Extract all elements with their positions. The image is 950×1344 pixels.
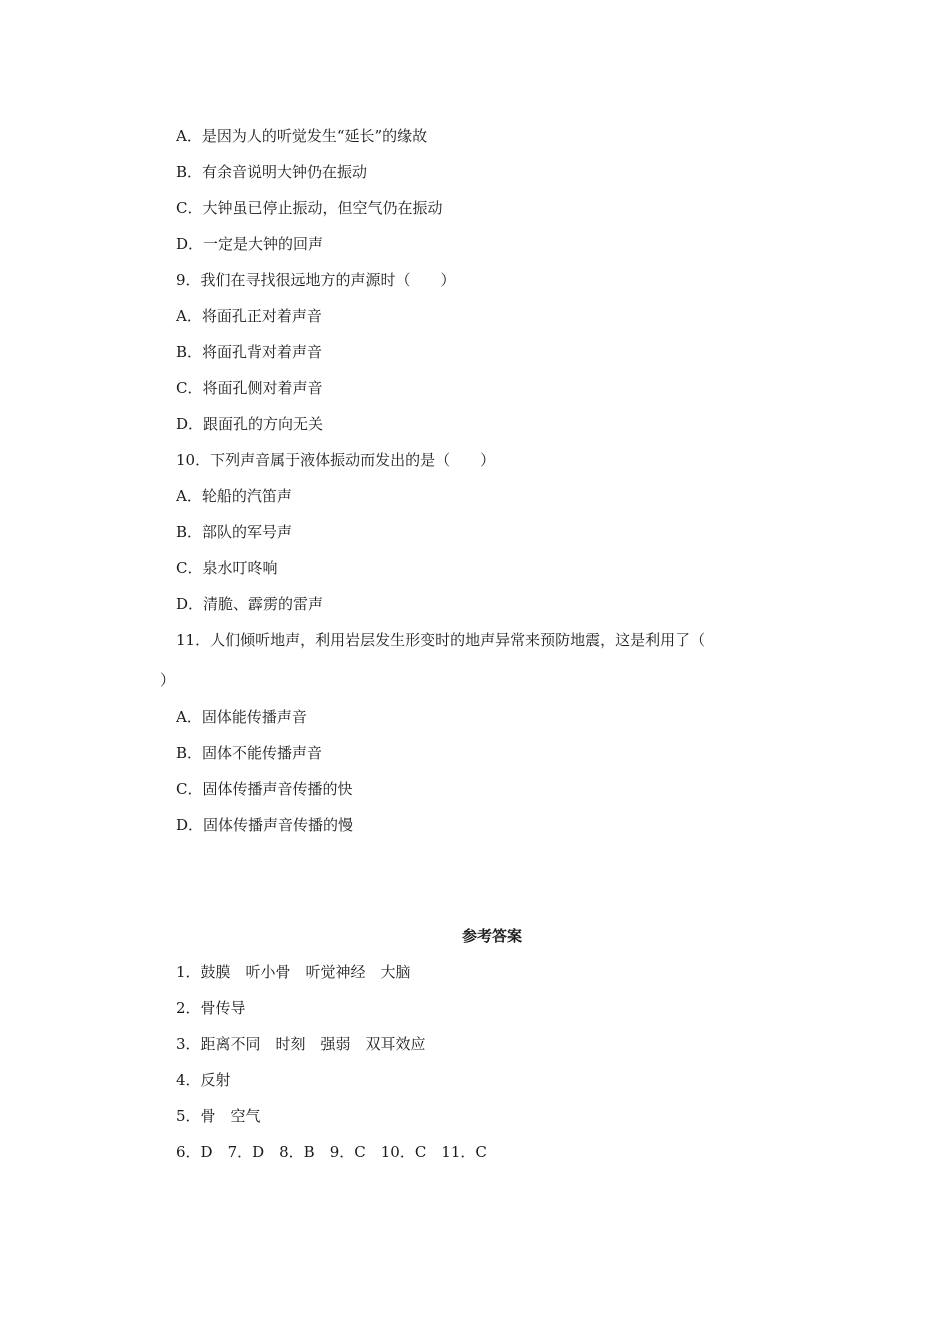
answer-item-1: 1．鼓膜 听小骨 听觉神经 大脑 <box>176 963 411 981</box>
answer-item-2: 2．骨传导 <box>176 999 246 1017</box>
q9-stem: 9．我们在寻找很远地方的声源时（ ） <box>176 271 456 289</box>
q11-option-d: D．固体传播声音传播的慢 <box>176 816 354 834</box>
q10-option-a: A．轮船的汽笛声 <box>176 487 292 505</box>
q11-option-a: A．固体能传播声音 <box>176 708 307 726</box>
q11-option-b: B．固体不能传播声音 <box>176 744 323 762</box>
answer-item-6: 6．D 7．D 8．B 9．C 10．C 11．C <box>176 1143 487 1161</box>
q8-option-c: C．大钟虽已停止振动，但空气仍在振动 <box>176 199 443 217</box>
q10-stem: 10．下列声音属于液体振动而发出的是（ ） <box>176 451 496 469</box>
q10-option-c: C．泉水叮咚响 <box>176 559 278 577</box>
answer-item-3: 3．距离不同 时刻 强弱 双耳效应 <box>176 1035 426 1053</box>
q8-option-b: B．有余音说明大钟仍在振动 <box>176 163 368 181</box>
q11-stem-line1: 11．人们倾听地声，利用岩层发生形变时的地声异常来预防地震，这是利用了（ <box>176 631 706 649</box>
q9-option-d: D．跟面孔的方向无关 <box>176 415 324 433</box>
q11-stem-line2: ） <box>160 671 176 689</box>
q8-option-a: A．是因为人的听觉发生“延长”的缘故 <box>176 127 428 145</box>
q10-option-d: D．清脆、霹雳的雷声 <box>176 595 324 613</box>
q8-option-d: D．一定是大钟的回声 <box>176 235 324 253</box>
q9-option-a: A．将面孔正对着声音 <box>176 307 322 325</box>
answer-item-4: 4．反射 <box>176 1071 231 1089</box>
answer-item-5: 5．骨 空气 <box>176 1107 261 1125</box>
q9-option-c: C．将面孔侧对着声音 <box>176 379 323 397</box>
q11-option-c: C．固体传播声音传播的快 <box>176 780 353 798</box>
q10-option-b: B．部队的军号声 <box>176 523 293 541</box>
q9-option-b: B．将面孔背对着声音 <box>176 343 323 361</box>
answer-key-title: 参考答案 <box>461 927 522 945</box>
